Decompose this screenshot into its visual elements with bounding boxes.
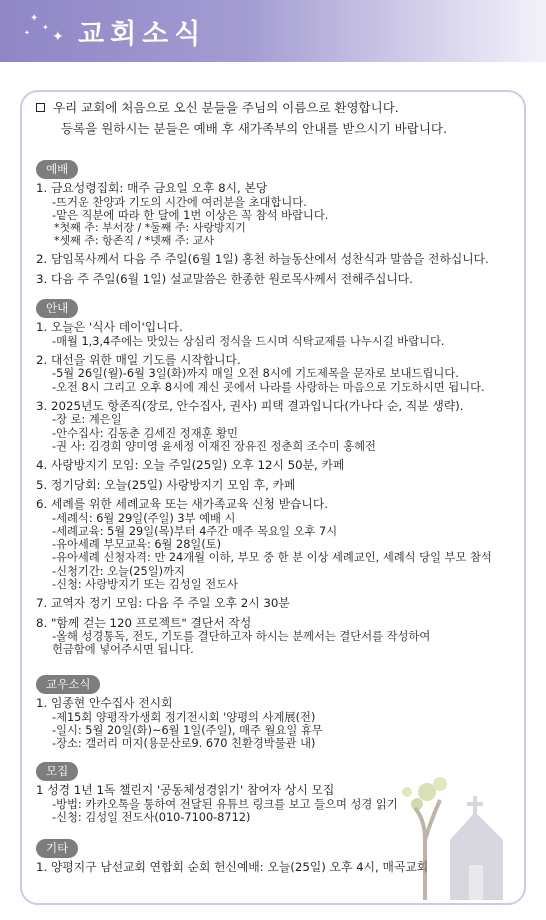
section-tag-notice: 안내	[36, 299, 78, 318]
list-item: 4. 사랑방지기 모임: 오늘 주일(25일) 오후 12시 50분, 카페	[36, 458, 345, 472]
list-subitem: -유아세례 부모교육: 6월 28일(토)	[52, 538, 222, 552]
list-item: 1. 오늘은 '식사 데이'입니다.	[36, 320, 183, 334]
section-tag-worship: 예배	[36, 160, 78, 179]
list-subitem: -안수집사: 김동춘 김세진 정재훈 황민	[52, 426, 238, 440]
list-item: 5. 정기당회: 오늘(25일) 사랑방지기 모임 후, 카페	[36, 477, 296, 492]
list-item: 8. "함께 걷는 120 프로젝트" 결단서 작성	[36, 615, 252, 630]
list-subitem: *첫째 주: 부서장 / *둘째 주: 사랑방지기	[54, 222, 246, 234]
list-subitem: -5월 26일(월)-6월 3일(화)까지 매일 오전 8시에 기도제목을 문자로 보내드립니다.	[52, 367, 459, 381]
church-tree-illustration	[395, 770, 510, 900]
list-subitem: -매월 1,3,4주에는 맛있는 상심리 정식을 드시며 식탁교제를 나누시길 바랍니다.	[52, 334, 445, 348]
list-subitem: -신청: 김성일 전도사(010-7100-8712)	[52, 810, 251, 824]
list-item: 2. 대선을 위한 매일 기도를 시작합니다.	[36, 352, 241, 367]
list-subitem: -세례식: 6월 29일(주일) 3부 예배 시	[52, 511, 236, 525]
sparkle-icon: ✦	[24, 29, 30, 37]
list-subitem: -장 로: 계은일	[52, 413, 122, 427]
list-item: 1. 임종현 안수집사 전시회	[36, 696, 173, 710]
list-subitem: -올해 성경통독, 전도, 기도를 결단하고자 하시는 분께서는 결단서를 작성하여	[52, 630, 431, 644]
welcome-line: 등록을 원하시는 분들은 예배 후 새가족부의 안내를 받으시기 바랍니다.	[61, 121, 447, 136]
list-item: 7. 교역자 정기 모임: 다음 주 주일 오후 2시 30분	[36, 596, 290, 610]
list-subitem: -장소: 갤러리 미지(용문산로9. 670 친환경박물관 내)	[52, 737, 316, 750]
list-item: 1. 양평지구 남선교회 연합회 순회 헌신예배: 오늘(25일) 오후 4시, 매곡교회	[36, 860, 429, 874]
list-subitem: -맡은 직분에 따라 한 달에 1번 이상은 꼭 참석 바랍니다.	[52, 208, 329, 222]
header-banner	[0, 0, 546, 62]
list-subitem: -신청: 사랑방지기 또는 김성일 전도사	[52, 577, 238, 591]
list-item: 2. 담임목사께서 다음 주 주일(6월 1일) 홍천 하늘동산에서 성찬식과 말씀을 전하십니다.	[36, 252, 489, 266]
section-members	[36, 673, 516, 750]
list-subitem: -권 사: 김경희 양미영 윤세정 이재진 장유진 정춘희 조수미 홍혜전	[52, 439, 376, 453]
list-subitem: -뜨거운 찬양과 기도의 시간에 여러분을 초대합니다.	[52, 195, 307, 209]
section-notice	[36, 297, 516, 657]
list-subitem: -유아세례 신청자격: 만 24개월 이하, 부모 중 한 분 이상 세례교인, 세례식 당일 부모 참석	[52, 551, 492, 565]
page-title: 교회소식	[78, 19, 207, 50]
sparkle-icon: ✦	[42, 23, 49, 32]
list-subitem: -오전 8시 그리고 오후 8시에 계신 곳에서 나라를 사랑하는 마음으로 기도하시면 됩니다.	[52, 380, 485, 394]
welcome-line: 우리 교회에 처음으로 오신 분들을 주님의 이름으로 환영합니다.	[53, 100, 399, 115]
sparkle-icon: ✦	[30, 13, 39, 24]
list-subitem: -제15회 양평작가생회 정기전시회 '양평의 사계展(전)	[52, 710, 316, 724]
list-subitem: *셋째 주: 항존직 / *넷째 주: 교사	[54, 234, 214, 247]
section-worship	[36, 158, 516, 286]
list-subitem: -일시: 5월 20일(화)~6월 1일(주일), 매주 월요일 휴무	[52, 723, 323, 737]
list-item: 1 성경 1년 1독 챌린지 '공동체성경읽기' 참여자 상시 모집	[36, 783, 335, 797]
list-item: 1. 금요성령집회: 매주 금요일 오후 8시, 본당	[36, 181, 268, 195]
section-tag-other: 기타	[36, 839, 78, 858]
list-subitem: 헌금함에 넣어주시면 됩니다.	[52, 643, 194, 657]
section-tag-members: 교우소식	[36, 675, 100, 694]
section-tag-recruit: 모집	[36, 762, 78, 781]
list-item: 6. 세례를 위한 세례교육 또는 새가족교육 신청 받습니다.	[36, 497, 328, 512]
sparkle-icon: ✦	[52, 29, 64, 45]
list-subitem: -신청기간: 오늘(25일)까지	[52, 564, 185, 578]
welcome-text	[36, 97, 516, 139]
list-subitem: -방법: 카카오톡을 통하여 전달된 유튜브 링크를 보고 들으며 성경 읽기	[52, 797, 398, 811]
list-item: 3. 2025년도 항존직(장로, 안수집사, 권사) 피택 결과입니다(가나다 순, 직분 생략).	[36, 398, 464, 413]
checkbox-icon	[36, 103, 45, 112]
list-subitem: -세례교육: 5월 29일(목)부터 4주간 매주 목요일 오후 7시	[52, 524, 338, 538]
list-item: 3. 다음 주 주일(6월 1일) 설교말씀은 한종한 원로목사께서 전해주십니다.	[36, 271, 413, 286]
